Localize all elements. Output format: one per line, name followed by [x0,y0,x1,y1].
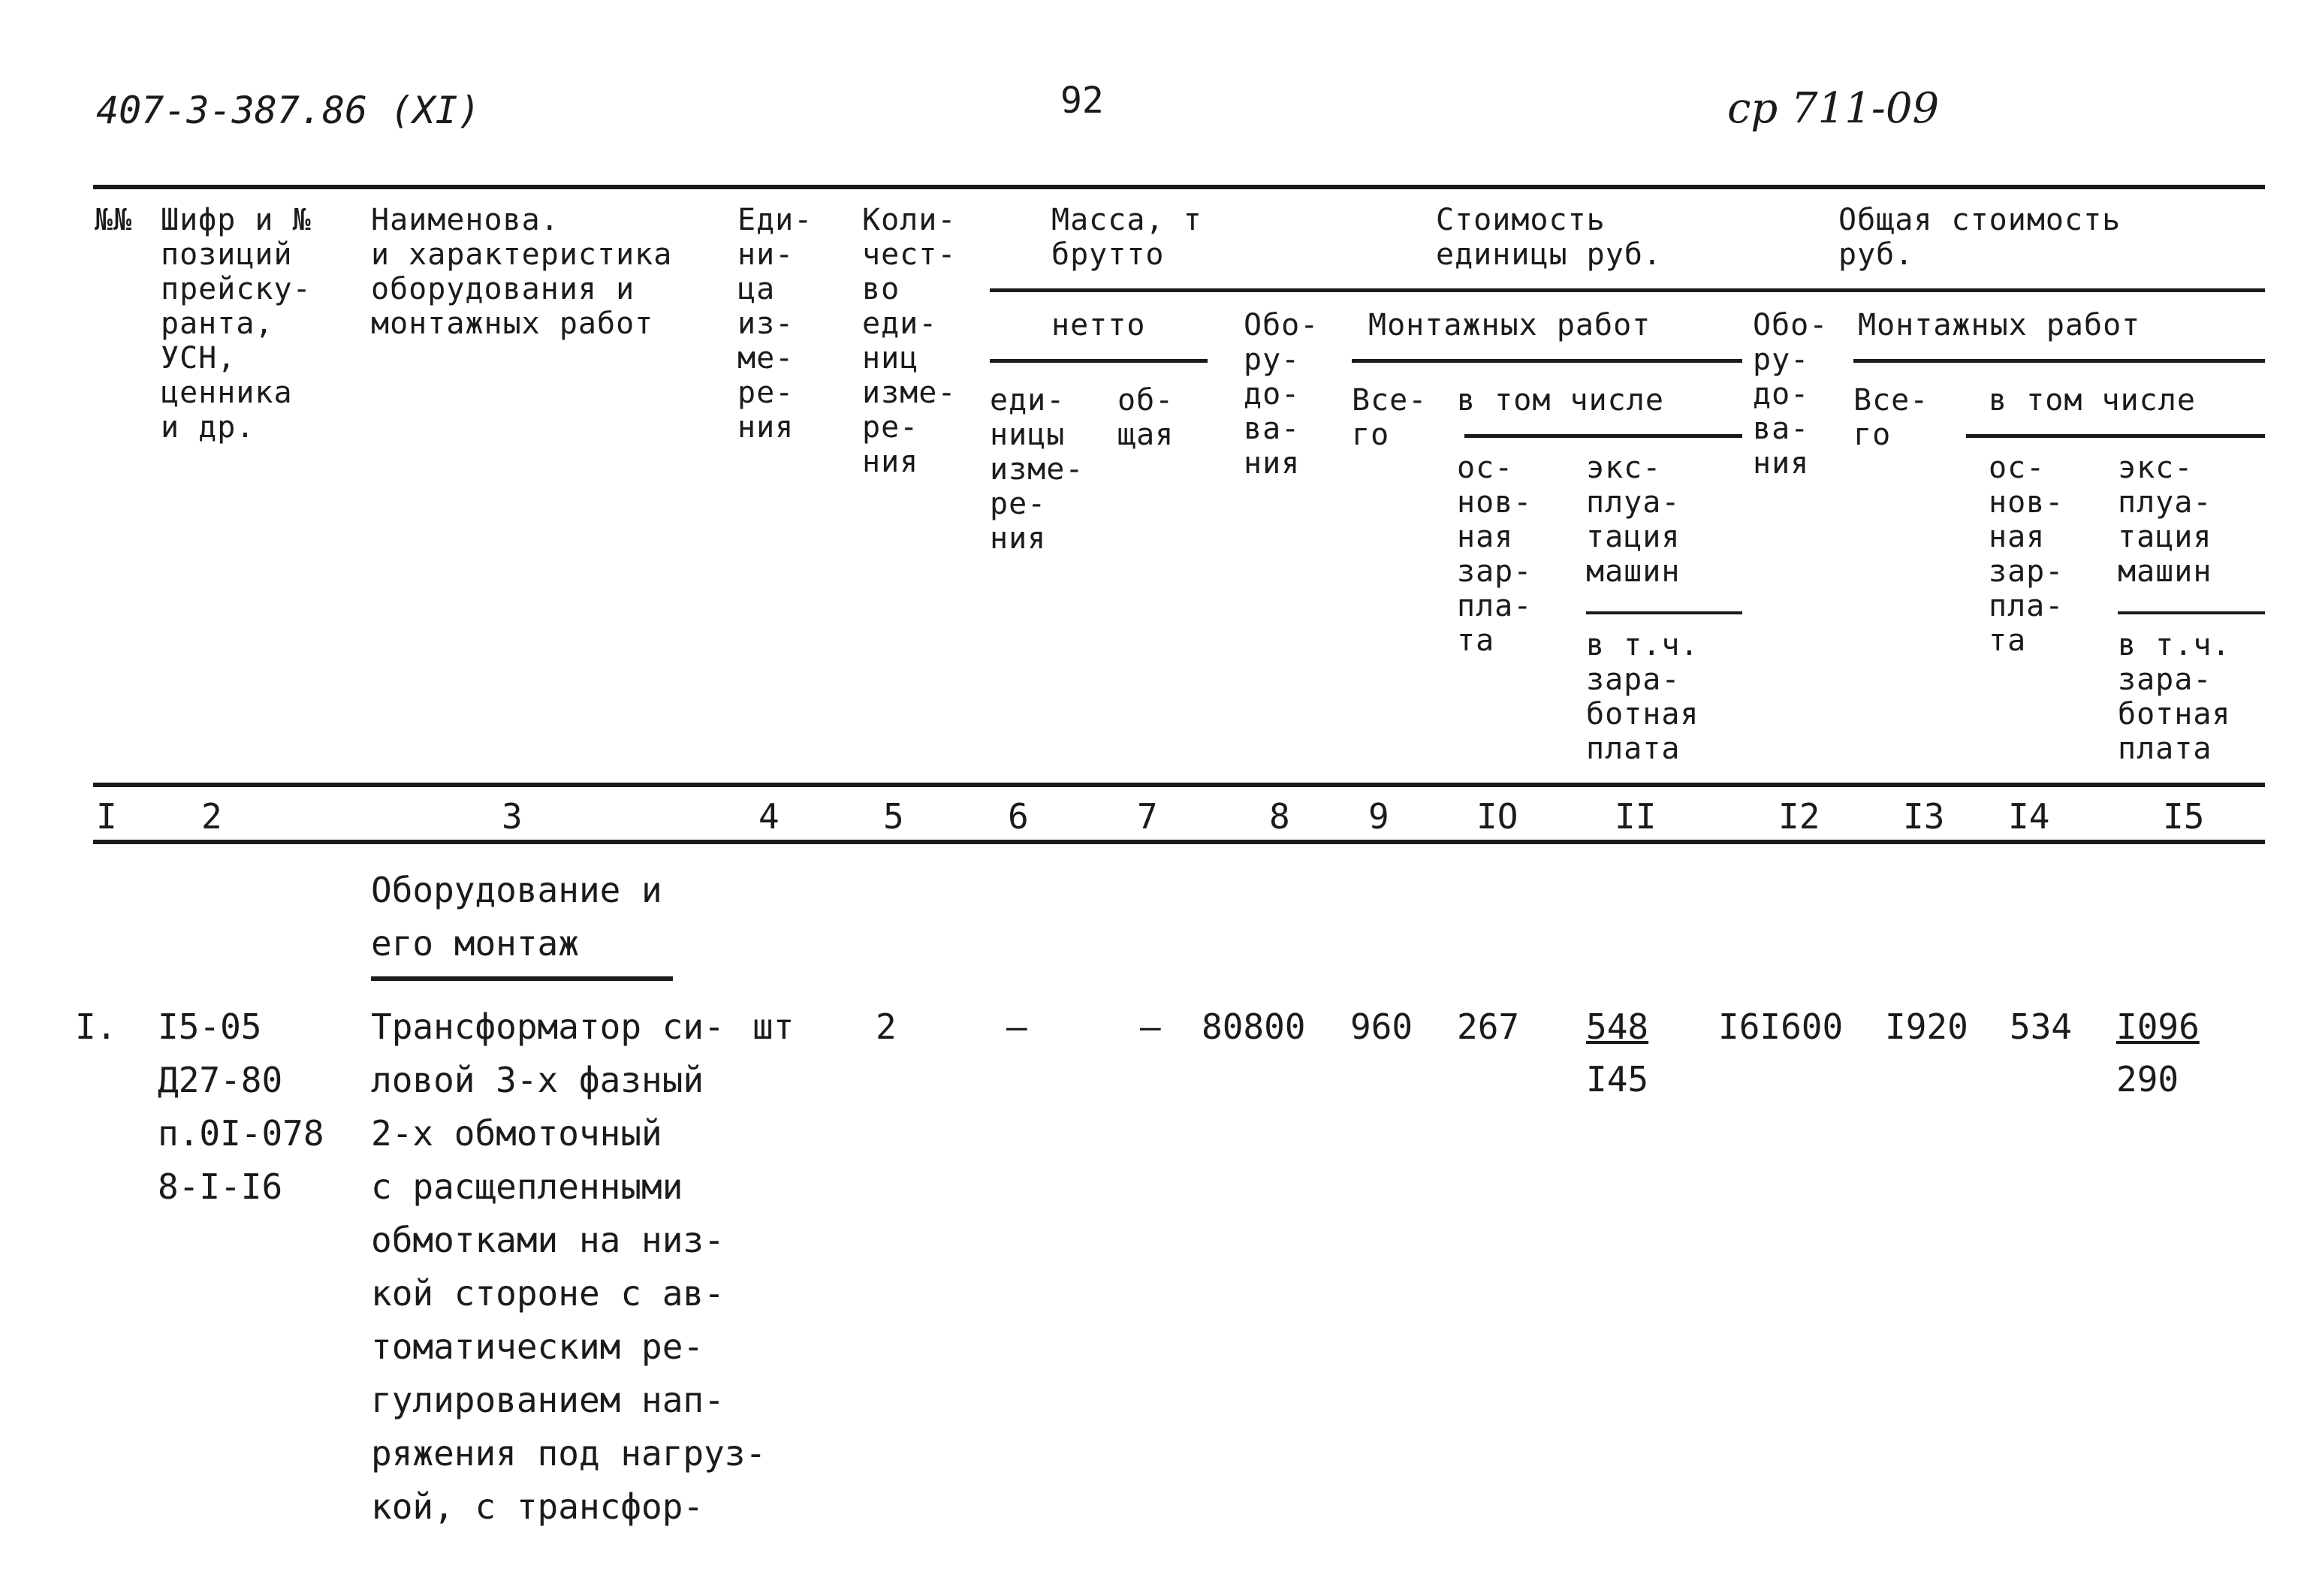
col-9-header: Все- го [1352,383,1428,452]
col-11-header: экс- плуа- тация машин [1586,451,1681,589]
column-number: 2 [201,796,222,837]
row-mass-unit: – [1006,1006,1027,1047]
row-install-total: 960 [1350,1006,1413,1047]
group-rule-mont1 [1352,359,1742,363]
section-underline [371,976,673,981]
col-15-sub-header: в т.ч. зара- ботная плата [2118,628,2231,766]
row-quantity: 2 [876,1006,897,1047]
column-number: I3 [1903,796,1945,837]
col-15-header: экс- плуа- тация машин [2118,451,2212,589]
numbers-bottom-rule [93,840,2265,844]
page-number: 92 [1060,80,1104,122]
column-number: I4 [2008,796,2050,837]
column-number: 7 [1137,796,1158,837]
header-bottom-rule [93,783,2265,787]
mont2-header: Монтажных работ [1858,308,2141,342]
col-13-header: Все- го [1853,383,1929,452]
group-rule-c11 [1586,611,1742,614]
group-rule-netto [990,359,1208,363]
group-rule-vtom2 [1966,434,2265,438]
row-name: Трансформатор си- ловой 3-х фазный 2-х обмоточный с расщепленными обмотками на низ- кой стороне с ав- томатическим ре- гулированием нап- ряжения под нагруз- кой, с трансфор- [371,1006,767,1527]
column-number: 9 [1368,796,1389,837]
total-group-header: Общая стоимость руб. [1838,203,2122,272]
row-number: I. [75,1006,117,1047]
col-4-header: Еди- ни- ца из- ме- ре- ния [737,203,813,445]
col-3-header: Наименова. и характеристика оборудования и монтажных работ [371,203,673,341]
column-number: I5 [2163,796,2205,837]
row-unit: шт [752,1006,795,1047]
row-base-salary-all: 534 [2010,1006,2073,1047]
table-top-rule [93,185,2265,189]
group-rule-vtom1 [1464,434,1742,438]
row-equipment-cost: 80800 [1202,1006,1306,1047]
row-mass-total: – [1140,1006,1161,1047]
col-14-header: ос- нов- ная зар- пла- та [1989,451,2064,658]
col-11-sub-header: в т.ч. зара- ботная плата [1586,628,1699,766]
col-8-header: Обо- ру- до- ва- ния [1244,308,1319,481]
col-5-header: Коли- чест- во еди- ниц изме- ре- ния [862,203,957,479]
column-number: 8 [1269,796,1290,837]
row-install-total-all: I920 [1885,1006,1968,1047]
column-number: 5 [883,796,904,837]
col-6-header: еди- ницы изме- ре- ния [990,383,1084,556]
column-number: IO [1476,796,1518,837]
netto-header: нетто [1051,308,1146,342]
column-number: 3 [502,796,523,837]
document-code: 407-3-387.86 (XI) [96,89,481,132]
column-number: I2 [1778,796,1820,837]
column-number: I [96,796,117,837]
column-number: 6 [1008,796,1029,837]
group-rule-c15 [2118,611,2265,614]
row-machine-salary: I45 [1586,1059,1649,1100]
group-rule-mont2 [1853,359,2265,363]
col-7-header: об- щая [1117,383,1175,452]
row-machine-operation-all: I096 [2116,1006,2200,1047]
col-10-header: ос- нов- ная зар- пла- та [1457,451,1533,658]
vtom1-header: в том числе [1457,383,1664,418]
col-1-header: №№ [95,203,133,237]
row-machine-operation: 548 [1586,1006,1649,1047]
cost-group-header: Стоимость единицы руб. [1436,203,1662,272]
vtom2-header: в том числе [1989,383,2196,418]
col-2-header: Шифр и № позиций прейску- ранта, УСН, ценника и др. [161,203,312,445]
handwritten-mark: ср 711-09 [1727,84,1940,133]
section-title: Оборудование и его монтаж [371,870,662,964]
row-machine-salary-all: 290 [2116,1059,2179,1100]
col-12-header: Обо- ру- до- ва- ния [1753,308,1829,481]
row-equipment-total: I6I600 [1718,1006,1844,1047]
mass-group-header: Масса, т брутто [1051,203,1202,272]
group-rule-brutto [990,288,2265,292]
column-number: 4 [758,796,780,837]
row-base-salary: 267 [1457,1006,1520,1047]
mont1-header: Монтажных работ [1368,308,1651,342]
column-number: II [1615,796,1657,837]
row-code: I5-05 Д27-80 п.0I-078 8-I-I6 [158,1006,324,1207]
